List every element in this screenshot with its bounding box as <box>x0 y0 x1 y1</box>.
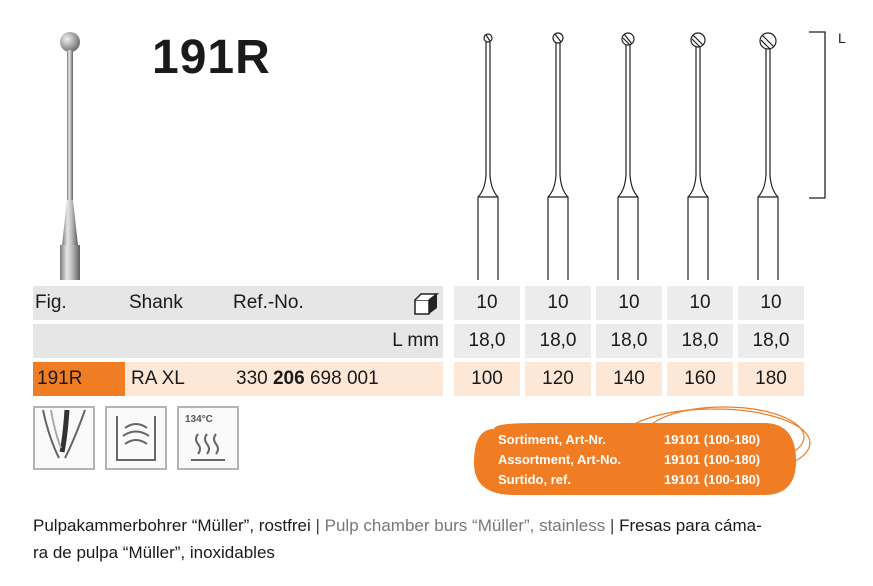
description-es-part1: Fresas para cáma- <box>619 516 762 535</box>
description-de: Pulpakammerbohrer “Müller”, rostfrei <box>33 516 311 535</box>
item-fig: 191R <box>33 362 125 396</box>
autoclave-icon <box>177 406 239 470</box>
header-shank: Shank <box>129 292 183 313</box>
description-en: Pulp chamber burs “Müller”, stainless <box>324 516 606 535</box>
description-separator: | <box>310 516 325 535</box>
drawing-size-160 <box>688 33 708 280</box>
length-bracket <box>805 30 835 200</box>
size-100: 100 <box>454 362 520 396</box>
length-160: 18,0 <box>667 324 733 358</box>
length-row-label: L mm <box>392 330 439 351</box>
size-140: 140 <box>596 362 662 396</box>
ref-suffix: 698 001 <box>309 368 379 389</box>
pack-qty-180: 10 <box>738 286 804 320</box>
drawing-size-100 <box>478 34 498 280</box>
pack-qty-140: 10 <box>596 286 662 320</box>
bur-tip-icon <box>33 406 95 470</box>
assortment-label-es: Surtido, ref. <box>498 472 571 487</box>
drawing-size-120 <box>548 33 568 280</box>
ultrasonic-cleaning-icon <box>105 406 167 470</box>
header-ref: Ref.-No. <box>233 292 304 313</box>
assortment-value-de: 19101 (100-180) <box>664 432 761 447</box>
assortment-value-en: 19101 (100-180) <box>664 452 761 467</box>
size-160: 160 <box>667 362 733 396</box>
size-180: 180 <box>738 362 804 396</box>
size-120: 120 <box>525 362 591 396</box>
length-label: L <box>838 30 846 46</box>
item-shank: RA XL <box>131 368 185 389</box>
sterilize-temp-label: 134°C <box>185 414 213 425</box>
ref-shape-code: 206 <box>272 368 305 389</box>
assortment-label-de: Sortiment, Art-Nr. <box>498 432 606 447</box>
pack-qty-100: 10 <box>454 286 520 320</box>
pack-qty-120: 10 <box>525 286 591 320</box>
assortment-badge <box>474 423 812 499</box>
item-ref-number <box>236 362 446 396</box>
bur-size-drawings <box>470 25 800 280</box>
package-icon <box>411 290 441 316</box>
table-length-row <box>33 324 803 358</box>
assortment-label-en: Assortment, Art-No. <box>498 452 622 467</box>
drawing-size-140 <box>618 33 638 280</box>
table-item-row <box>33 362 803 396</box>
length-180: 18,0 <box>738 324 804 358</box>
length-140: 18,0 <box>596 324 662 358</box>
drawing-size-180 <box>758 33 778 280</box>
bur-photo <box>40 20 100 280</box>
description-separator-2: | <box>605 516 620 535</box>
product-description <box>33 512 813 566</box>
length-100: 18,0 <box>454 324 520 358</box>
header-fig: Fig. <box>35 292 67 313</box>
product-title: 191R <box>152 31 271 84</box>
ref-prefix: 330 <box>236 368 268 389</box>
length-120: 18,0 <box>525 324 591 358</box>
table-header-row <box>33 286 803 320</box>
description-es-part2: ra de pulpa “Müller”, inoxidables <box>33 543 275 562</box>
pack-qty-160: 10 <box>667 286 733 320</box>
assortment-value-es: 19101 (100-180) <box>664 472 761 487</box>
